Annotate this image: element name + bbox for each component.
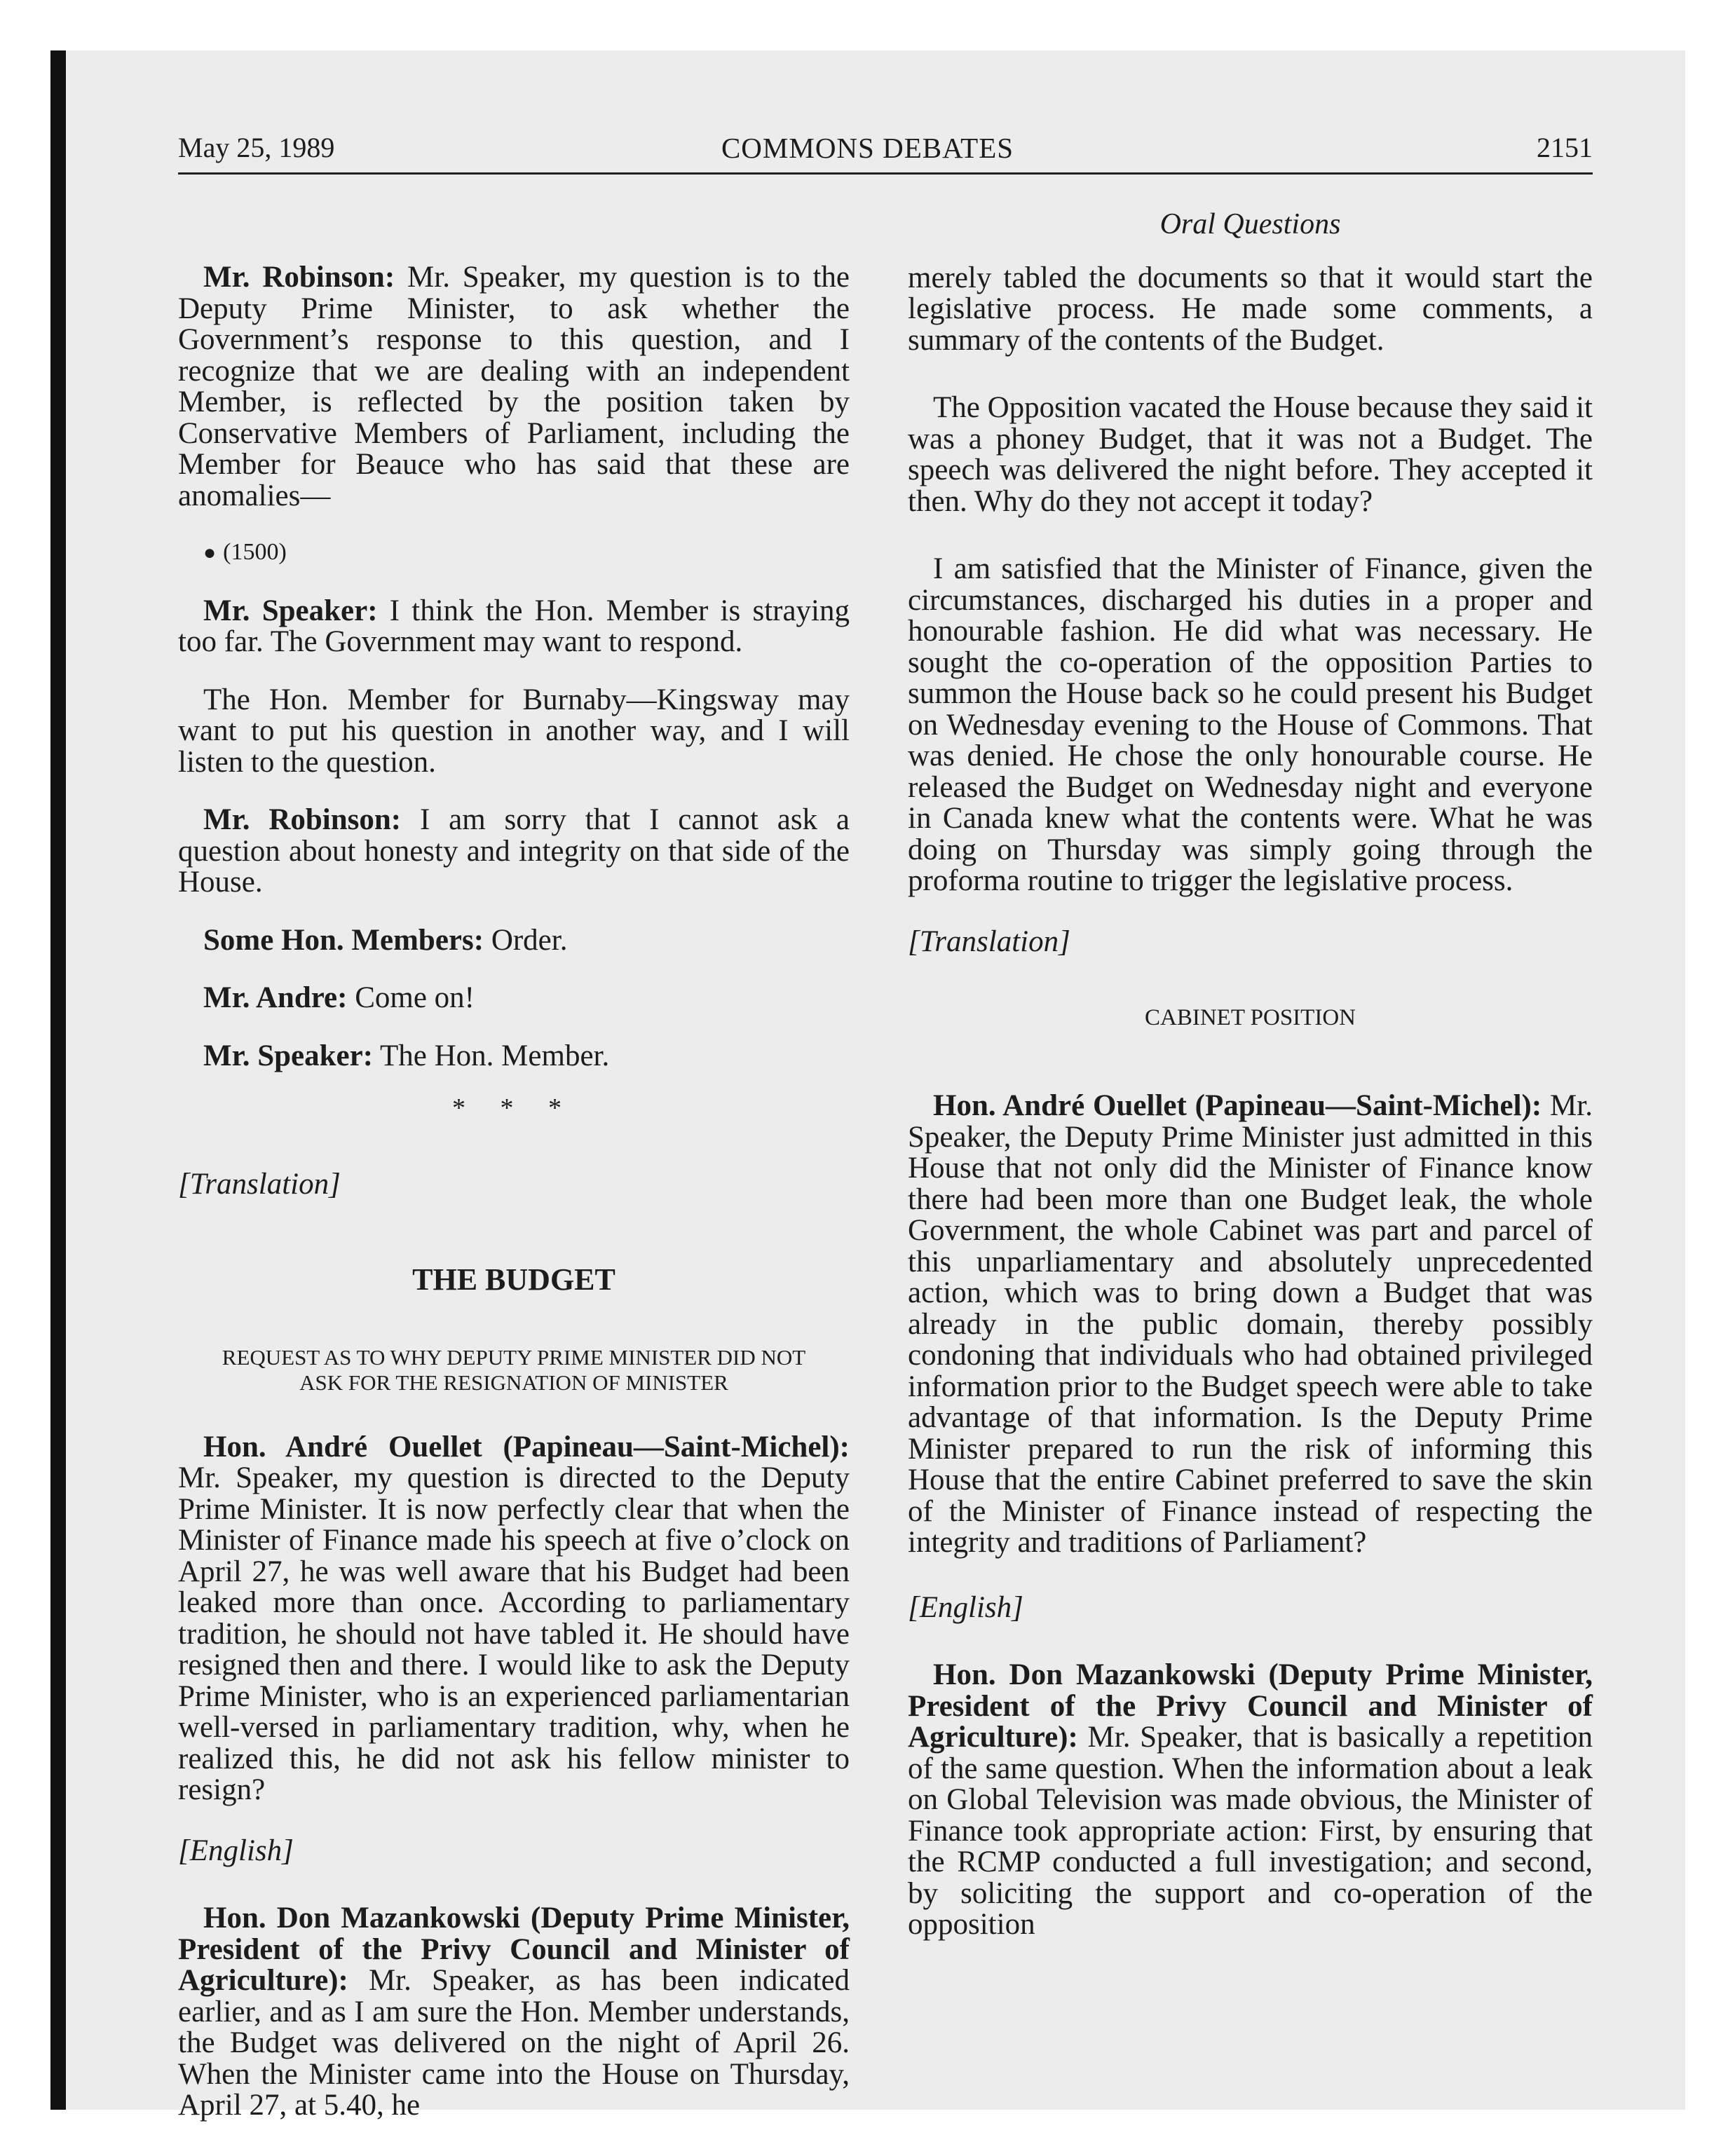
header-title: COMMONS DEBATES xyxy=(721,132,1014,164)
speech-text: Order. xyxy=(484,923,568,957)
speech-text: Mr. Speaker, my question is directed to the Deputy Prime Minister. It is now perfectly clear that when the Minister of Finance made his speech at five o’clock on April 27, he was well aware that his Budget had been leaked more than once. According to parliamentary tradition, he should not have tabled it. He should have resigned then and there. I would like to ask the Deputy Prime Minister, who is an experienced parliamentarian well-versed in parliamentary tradition, why, when he realized this, he did not ask his fellow minister to resign? xyxy=(178,1461,850,1806)
header-rule xyxy=(178,172,1593,175)
paragraph xyxy=(178,925,850,957)
header-page-number: 2151 xyxy=(1537,132,1593,163)
subheading: REQUEST AS TO WHY DEPUTY PRIME MINISTER DID NOT ASK FOR THE RESIGNATION OF MINISTER xyxy=(222,1344,806,1395)
speech-text: Mr. Speaker, my question is to the Deputy Prime Minister, to ask whether the Government’s response to this question, and I recognize that we are dealing with an independent Member, is reflected by the position taken by Conservative Members of Parliament, including the Member for Beauce who has said that these are anomalies— xyxy=(178,261,850,512)
speaker-name: Mr. Robinson: xyxy=(203,803,402,836)
translation-label: [Translation] xyxy=(908,925,1070,958)
time-marker xyxy=(178,537,850,569)
speaker-name: Mr. Speaker: xyxy=(203,1039,374,1072)
bullet-icon: ● xyxy=(203,541,217,564)
speaker-name: Mr. Robinson: xyxy=(203,261,395,294)
paragraph xyxy=(908,1660,1593,1941)
speaker-name: Hon. Don Mazankowski (Deputy Prime Minister, President of the Privy Council and Minister of Agriculture): xyxy=(908,1658,1593,1754)
speaker-name: Some Hon. Members: xyxy=(203,923,484,957)
speech-text: Mr. Speaker, the Deputy Prime Minister just admitted in this House that not only did the Minister of Finance know there had been more than one Budget leak, the whole Government, the whole Cabinet was part and parcel of this unparliamentary and absolutely unprecedented action, which was to bring down a Budget that was already in the public domain, thereby possibly condoning that individuals who had obtained privileged information prior to the Budget speech were able to take advantage of that information. Is the Deputy Prime Minister prepared to run the risk of informing this House that the entire Cabinet preferred to save the skin of the Minister of Finance instead of respecting the integrity and traditions of Parliament? xyxy=(908,1089,1593,1559)
paragraph xyxy=(178,1041,850,1072)
paragraph: I am satisfied that the Minister of Finance, given the circumstances, discharged his duties in a proper and honourable fashion. He did what was necessary. He sought the co-operation of the opposition Parties to summon the House back so he could present his Budget on Wednesday evening to the House of Commons. That was denied. He chose the only honourable course. He released the Budget on Wednesday night and everyone in Canada knew what the contents were. What he was doing on Thursday was simply going through the proforma routine to trigger the legislative process. xyxy=(908,552,1593,897)
speech-text: The Hon. Member. xyxy=(373,1039,610,1072)
scan-binding-edge xyxy=(50,50,66,2110)
speaker-name: Hon. Don Mazankowski (Deputy Prime Minister, President of the Privy Council and Minister of Agriculture): xyxy=(178,1902,850,1997)
speech-text: I think the Hon. Member is straying too far. The Government may want to respond. xyxy=(178,594,850,658)
speaker-name: Mr. Andre: xyxy=(203,981,348,1014)
translation-label: [Translation] xyxy=(178,1167,341,1201)
paragraph xyxy=(178,983,850,1014)
section-separator: * * * xyxy=(452,1093,576,1123)
speech-text: Come on! xyxy=(347,981,475,1014)
paragraph xyxy=(178,1903,850,2122)
section-title: Oral Questions xyxy=(1159,208,1341,240)
paragraph xyxy=(908,1091,1593,1559)
paragraph xyxy=(178,596,850,658)
section-heading: CABINET POSITION xyxy=(1145,1005,1356,1030)
paragraph xyxy=(178,805,850,899)
left-column xyxy=(178,262,850,2122)
english-label: [English] xyxy=(178,1834,294,1867)
header-date: May 25, 1989 xyxy=(178,132,335,163)
paragraph xyxy=(178,1432,850,1806)
english-label: [English] xyxy=(908,1590,1023,1624)
paragraph xyxy=(178,262,850,512)
right-column xyxy=(908,209,1593,1941)
paragraph: merely tabled the documents so that it would start the legislative process. He made some comments, a summary of the contents of the Budget. xyxy=(908,261,1593,357)
speech-text: I am sorry that I cannot ask a question about honesty and integrity on that side of the House. xyxy=(178,803,850,899)
speech-text: Mr. Speaker, that is basically a repetition of the same question. When the information about a leak on Global Television was made obvious, the Minister of Finance took appropriate action: First, by ensuring that the RCMP conducted a full investigation; and second, by soliciting the support and co-operation of the opposition xyxy=(908,1721,1593,1941)
speech-text: Mr. Speaker, as has been indicated earlier, and as I am sure the Hon. Member understands, the Budget was delivered on the night of April 26. When the Minister came into the House on Thursday, April 27, at 5.40, he xyxy=(178,1964,850,2122)
speaker-name: Hon. André Ouellet (Papineau—Saint-Michel): xyxy=(203,1430,850,1464)
time-marker-text: (1500) xyxy=(223,539,287,565)
paragraph: The Opposition vacated the House because they said it was a phoney Budget, that it was not a Budget. The speech was delivered the night before. They accepted it then. Why do they not accept it today? xyxy=(908,391,1593,518)
speaker-name: Hon. André Ouellet (Papineau—Saint-Michel): xyxy=(933,1089,1542,1122)
section-heading: THE BUDGET xyxy=(412,1262,615,1297)
speaker-name: Mr. Speaker: xyxy=(203,594,378,627)
paragraph: The Hon. Member for Burnaby—Kingsway may want to put his question in another way, and I will listen to the question. xyxy=(178,683,850,779)
